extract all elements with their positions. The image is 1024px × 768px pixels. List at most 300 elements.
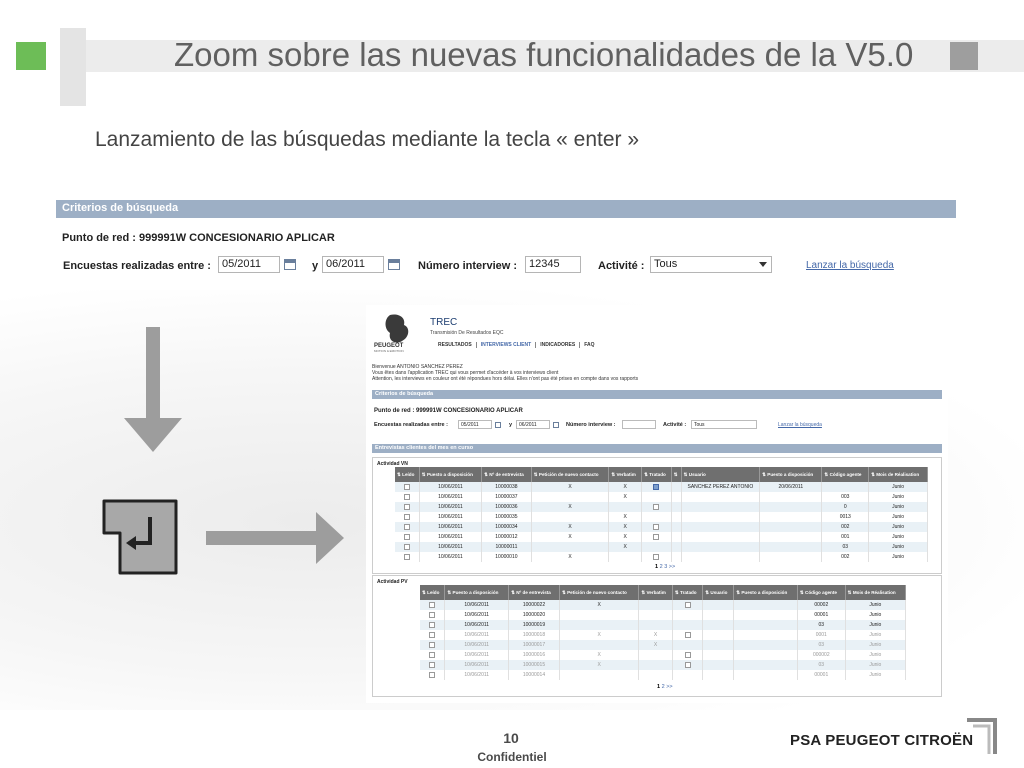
leido-cell <box>420 640 445 650</box>
table-row[interactable] <box>395 512 928 522</box>
table-row[interactable] <box>420 630 906 640</box>
tratado-cell <box>672 670 702 680</box>
contacto-cell <box>559 670 638 680</box>
entrevista-cell: 10000036 <box>482 502 532 512</box>
checkbox[interactable] <box>404 484 410 490</box>
punto-de-red: Punto de red : 999991W CONCESIONARIO APLICAR <box>62 232 335 244</box>
entrevista-cell: 10000034 <box>482 522 532 532</box>
checkbox[interactable] <box>404 534 410 540</box>
contacto-cell: X <box>531 502 609 512</box>
column-header[interactable] <box>559 585 638 600</box>
entrevista-cell: 10000020 <box>509 610 560 620</box>
mois-cell: Junio <box>845 620 905 630</box>
down-arrow-icon <box>146 327 160 419</box>
calendar-icon[interactable] <box>284 259 296 270</box>
sort-icon[interactable]: ⇅ <box>683 471 689 477</box>
usuario-cell <box>681 552 760 562</box>
sort-icon[interactable]: ⇅ <box>484 471 490 477</box>
tratado-cell <box>642 542 672 552</box>
checkbox[interactable] <box>429 632 435 638</box>
pager-link[interactable]: >> <box>668 564 676 570</box>
vn-pager <box>655 564 675 570</box>
verbatim-cell <box>639 660 673 670</box>
column-header-label: Nº de entrevista <box>516 589 551 595</box>
punto-de-red: Punto de red : 999991W CONCESIONARIO APLICAR <box>374 408 523 414</box>
tratado-cell <box>642 502 672 512</box>
sort-icon[interactable]: ⇅ <box>871 471 877 477</box>
actividad-label: Activité : <box>598 260 645 272</box>
welcome-line: Vous êtes dans l'application TREC qui vous permet d'accéder à vos interviews client <box>372 370 559 376</box>
mois-cell: Junio <box>845 640 905 650</box>
column-header[interactable] <box>760 467 822 482</box>
nav-resultados[interactable]: RESULTADOS <box>438 342 472 348</box>
column-header[interactable] <box>531 467 609 482</box>
mois-cell: Junio <box>869 522 928 532</box>
leido-cell <box>395 542 419 552</box>
sort-icon[interactable]: ⇅ <box>799 589 806 595</box>
tratado-cell <box>642 512 672 522</box>
criteria-header: Criterios de búsqueda <box>372 390 942 399</box>
table-row[interactable] <box>395 552 928 562</box>
date-cell: 10/06/2011 <box>445 640 509 650</box>
entrevista-cell: 10000010 <box>482 552 532 562</box>
actividad-select-value: Tous <box>694 422 705 428</box>
column-header[interactable] <box>419 467 481 482</box>
mois-cell: Junio <box>869 502 928 512</box>
sort-icon[interactable]: ⇅ <box>641 589 647 595</box>
column-header[interactable] <box>845 585 905 600</box>
checkbox[interactable] <box>429 662 435 668</box>
checkbox[interactable] <box>429 652 435 658</box>
checkbox[interactable] <box>685 662 691 668</box>
puesto-cell <box>760 552 822 562</box>
checkbox[interactable] <box>429 622 435 628</box>
checkbox[interactable] <box>685 602 691 608</box>
date-cell: 10/06/2011 <box>419 492 481 502</box>
sort-icon[interactable]: ⇅ <box>674 589 681 595</box>
column-header[interactable] <box>639 585 673 600</box>
puesto-cell <box>760 542 822 552</box>
column-header[interactable] <box>681 467 760 482</box>
entrevista-cell: 10000015 <box>509 660 560 670</box>
leido-cell <box>395 522 419 532</box>
table-row[interactable] <box>395 542 928 552</box>
leido-cell <box>420 650 445 660</box>
puesto-cell <box>760 522 822 532</box>
date-cell: 10/06/2011 <box>445 620 509 630</box>
sort-icon[interactable]: ⇅ <box>533 471 539 477</box>
pager-link[interactable]: 2 <box>661 684 667 690</box>
actividad-select-value: Tous <box>654 258 678 270</box>
usuario-cell <box>703 640 734 650</box>
gray-square-icon <box>950 42 978 70</box>
sort-icon[interactable]: ⇅ <box>736 589 742 595</box>
puesto-cell <box>734 600 798 610</box>
pv-pager <box>657 684 673 690</box>
usuario-cell <box>703 650 734 660</box>
empty-cell <box>671 532 681 542</box>
date-from-input[interactable]: 05/2011 <box>218 256 280 273</box>
table-row[interactable] <box>395 522 928 532</box>
puesto-cell <box>760 512 822 522</box>
leido-cell <box>395 482 419 492</box>
empty-cell <box>671 522 681 532</box>
puesto-cell <box>734 610 798 620</box>
contacto-cell <box>559 620 638 630</box>
column-header-label: Tratado <box>649 471 666 477</box>
slide-subtitle: Lanzamiento de las búsquedas mediante la tecla « enter » <box>95 128 640 151</box>
sort-icon[interactable]: ⇅ <box>644 471 650 477</box>
slide-title: Zoom sobre las nuevas funcionalidades de la V5.0 <box>174 36 914 73</box>
codigo-cell: 003 <box>822 492 869 502</box>
enter-key-icon <box>100 497 180 576</box>
app-title: TREC <box>430 317 458 328</box>
table-row[interactable] <box>395 532 928 542</box>
numero-interview-input[interactable]: 12345 <box>525 256 581 273</box>
date-cell: 10/06/2011 <box>445 660 509 670</box>
checkbox[interactable] <box>429 602 435 608</box>
welcome-line: Attention, les interviews en couleur ont été répondues hors délai. Elles n'ont pas été prises en compte dans vos rapports <box>372 376 639 382</box>
column-header-label: Petición de nuevo contacto <box>567 589 627 595</box>
mois-cell: Junio <box>869 482 928 492</box>
column-header-label: Mois de Réalisation <box>876 471 920 477</box>
verbatim-cell: X <box>639 630 673 640</box>
checkbox[interactable] <box>653 524 659 530</box>
table-row[interactable] <box>420 670 906 680</box>
actividad-select[interactable] <box>650 256 772 273</box>
column-header-label: Puesto a disposición <box>452 589 499 595</box>
results-header: Entrevistas clientes del mes en curso <box>372 444 942 453</box>
column-header-label: Leído <box>427 589 440 595</box>
sort-icon[interactable]: ⇅ <box>824 471 830 477</box>
date-cell: 10/06/2011 <box>419 512 481 522</box>
column-header-label: Nº de entrevista <box>489 471 524 477</box>
pager-link[interactable]: 2 <box>659 564 665 570</box>
codigo-cell: 002 <box>822 552 869 562</box>
leido-cell <box>395 512 419 522</box>
leido-cell <box>420 600 445 610</box>
date-cell: 10/06/2011 <box>419 502 481 512</box>
usuario-cell <box>703 620 734 630</box>
column-header-label: Verbatim <box>616 471 636 477</box>
puesto-cell <box>734 660 798 670</box>
column-header[interactable] <box>509 585 560 600</box>
column-header[interactable] <box>609 467 642 482</box>
lanzar-busqueda-link[interactable]: Lanzar la búsqueda <box>806 260 894 271</box>
contacto-cell <box>531 492 609 502</box>
column-header[interactable] <box>445 585 509 600</box>
checkbox[interactable] <box>429 612 435 618</box>
psa-logo-text: PSA PEUGEOT CITROËN <box>790 732 974 749</box>
checkbox[interactable] <box>653 484 659 490</box>
mois-cell: Junio <box>845 610 905 620</box>
mois-cell: Junio <box>845 630 905 640</box>
column-header[interactable] <box>671 467 681 482</box>
column-header-label: Petición de nuevo contacto <box>538 471 599 477</box>
table-row[interactable] <box>420 660 906 670</box>
column-header[interactable] <box>395 467 419 482</box>
mois-cell: Junio <box>869 542 928 552</box>
puesto-cell <box>734 640 798 650</box>
sort-icon[interactable]: ⇅ <box>422 589 428 595</box>
date-cell: 10/06/2011 <box>419 482 481 492</box>
checkbox[interactable] <box>429 642 435 648</box>
numero-interview-input[interactable] <box>622 420 656 429</box>
sort-icon[interactable]: ⇅ <box>421 471 427 477</box>
column-header[interactable] <box>703 585 734 600</box>
contacto-cell: X <box>559 660 638 670</box>
table-row[interactable] <box>420 610 906 620</box>
date-cell: 10/06/2011 <box>419 542 481 552</box>
codigo-cell <box>822 482 869 492</box>
sort-icon[interactable]: ⇅ <box>397 471 403 477</box>
verbatim-cell <box>639 620 673 630</box>
puesto-cell <box>760 502 822 512</box>
column-header[interactable] <box>482 467 532 482</box>
date-from-input[interactable]: 05/2011 <box>458 420 492 429</box>
date-to-input[interactable]: 06/2011 <box>516 420 550 429</box>
column-header-label: Verbatim <box>646 589 666 595</box>
column-header-label: Usuario <box>710 589 728 595</box>
codigo-cell: 001 <box>822 532 869 542</box>
verbatim-cell <box>639 670 673 680</box>
app-nav <box>434 342 598 348</box>
tratado-cell <box>642 522 672 532</box>
leido-cell <box>420 610 445 620</box>
mois-cell: Junio <box>845 650 905 660</box>
tratado-cell <box>672 620 702 630</box>
table-row[interactable] <box>420 620 906 630</box>
contacto-cell: X <box>531 482 609 492</box>
date-cell: 10/06/2011 <box>445 630 509 640</box>
pager-link[interactable]: 3 <box>664 564 669 570</box>
tratado-cell <box>672 610 702 620</box>
leido-cell <box>420 630 445 640</box>
checkbox[interactable] <box>404 514 410 520</box>
numero-interview-label: Número interview : <box>418 260 518 272</box>
leido-cell <box>395 502 419 512</box>
encuestas-label: Encuestas realizadas entre : <box>374 422 448 428</box>
tratado-cell <box>672 640 702 650</box>
mois-cell: Junio <box>845 660 905 670</box>
usuario-cell <box>681 542 760 552</box>
contacto-cell: X <box>559 650 638 660</box>
chevron-down-icon <box>759 262 767 267</box>
mois-cell: Junio <box>845 600 905 610</box>
codigo-cell: 03 <box>797 620 845 630</box>
tratado-cell <box>642 532 672 542</box>
contacto-cell <box>531 512 609 522</box>
pv-table <box>420 585 906 680</box>
codigo-cell: 03 <box>797 660 845 670</box>
column-header[interactable] <box>797 585 845 600</box>
puesto-cell <box>734 670 798 680</box>
verbatim-cell: X <box>609 532 642 542</box>
empty-cell <box>671 502 681 512</box>
empty-cell <box>671 542 681 552</box>
verbatim-cell: X <box>609 512 642 522</box>
checkbox[interactable] <box>653 534 659 540</box>
encuestas-label: Encuestas realizadas entre : <box>63 260 211 272</box>
right-arrow-icon <box>206 531 318 545</box>
codigo-cell: 002 <box>822 522 869 532</box>
verbatim-cell <box>639 650 673 660</box>
entrevista-cell: 10000014 <box>509 670 560 680</box>
checkbox[interactable] <box>429 672 435 678</box>
entrevista-cell: 10000017 <box>509 640 560 650</box>
empty-cell <box>671 482 681 492</box>
calendar-icon[interactable] <box>388 259 400 270</box>
peugeot-tagline: MOTION & EMOTION <box>374 349 404 353</box>
verbatim-cell <box>639 610 673 620</box>
contacto-cell: X <box>559 630 638 640</box>
calendar-icon[interactable] <box>553 422 559 428</box>
sort-icon[interactable]: ⇅ <box>447 589 453 595</box>
contacto-cell <box>559 640 638 650</box>
usuario-cell <box>681 522 760 532</box>
codigo-cell: 03 <box>822 542 869 552</box>
sort-icon[interactable]: ⇅ <box>762 471 768 477</box>
table-row[interactable] <box>420 600 906 610</box>
checkbox[interactable] <box>685 652 691 658</box>
table-row[interactable] <box>395 492 928 502</box>
tratado-cell <box>642 552 672 562</box>
tratado-cell <box>672 600 702 610</box>
entrevista-cell: 10000035 <box>482 512 532 522</box>
codigo-cell: 00002 <box>797 600 845 610</box>
leido-cell <box>395 532 419 542</box>
actividad-select[interactable] <box>691 420 757 429</box>
column-header-label: Código agente <box>829 471 862 477</box>
table-row[interactable] <box>420 640 906 650</box>
date-cell: 10/06/2011 <box>419 552 481 562</box>
numero-interview-label: Número interview : <box>566 422 616 428</box>
sort-icon[interactable]: ⇅ <box>847 589 853 595</box>
actividad-pv-label: Actividad PV <box>377 579 408 585</box>
usuario-cell <box>681 532 760 542</box>
puesto-cell <box>734 630 798 640</box>
codigo-cell: 000002 <box>797 650 845 660</box>
checkbox[interactable] <box>404 504 410 510</box>
checkbox[interactable] <box>653 504 659 510</box>
column-header[interactable] <box>672 585 702 600</box>
usuario-cell <box>681 502 760 512</box>
tratado-cell <box>642 482 672 492</box>
tratado-cell <box>642 492 672 502</box>
leido-cell <box>420 670 445 680</box>
actividad-vn-box <box>372 457 942 574</box>
column-header[interactable] <box>734 585 798 600</box>
checkbox[interactable] <box>404 524 410 530</box>
contacto-cell: X <box>531 532 609 542</box>
tratado-cell <box>672 650 702 660</box>
usuario-cell <box>703 660 734 670</box>
usuario-cell <box>703 600 734 610</box>
codigo-cell: 0001 <box>797 630 845 640</box>
column-header[interactable] <box>869 467 928 482</box>
leido-cell <box>395 492 419 502</box>
contacto-cell: X <box>531 552 609 562</box>
sort-icon[interactable]: ⇅ <box>561 589 568 595</box>
codigo-cell: 00001 <box>797 610 845 620</box>
tratado-cell <box>672 660 702 670</box>
date-to-input[interactable]: 06/2011 <box>322 256 384 273</box>
pager-link[interactable]: 1 <box>655 564 660 570</box>
down-arrow-head <box>124 418 182 452</box>
checkbox[interactable] <box>404 554 410 560</box>
pager-link[interactable]: 1 <box>657 684 662 690</box>
table-row[interactable] <box>395 482 928 492</box>
empty-cell <box>671 512 681 522</box>
mois-cell: Junio <box>869 492 928 502</box>
empty-cell <box>671 552 681 562</box>
nav-interviews-client[interactable]: INTERVIEWS CLIENT <box>476 342 535 348</box>
usuario-cell <box>703 630 734 640</box>
table-row[interactable] <box>420 650 906 660</box>
column-header-label: Mois de Réalisation <box>852 589 896 595</box>
pager-link[interactable]: >> <box>666 684 673 690</box>
calendar-icon[interactable] <box>495 422 501 428</box>
sort-icon[interactable]: ⇅ <box>511 589 517 595</box>
tratado-cell <box>672 630 702 640</box>
usuario-cell <box>681 512 760 522</box>
actividad-vn-label: Actividad VN <box>377 461 408 467</box>
lanzar-busqueda-link[interactable]: Lanzar la búsqueda <box>778 422 822 428</box>
usuario-cell <box>681 492 760 502</box>
nav-indicadores[interactable]: INDICADORES <box>535 342 579 348</box>
page-number: 10 <box>503 730 519 746</box>
checkbox[interactable] <box>404 544 410 550</box>
green-square-icon <box>16 42 46 70</box>
sort-icon[interactable]: ⇅ <box>705 589 711 595</box>
leido-cell <box>420 620 445 630</box>
checkbox[interactable] <box>653 554 659 560</box>
puesto-cell <box>760 492 822 502</box>
usuario-cell <box>703 670 734 680</box>
entrevista-cell: 10000011 <box>482 542 532 552</box>
confidential-label: Confidentiel <box>477 750 547 764</box>
date-cell: 10/06/2011 <box>445 610 509 620</box>
column-header[interactable] <box>642 467 672 482</box>
mois-cell: Junio <box>869 532 928 542</box>
usuario-cell <box>703 610 734 620</box>
title-bar-accent <box>60 28 86 106</box>
usuario-cell: SANCHEZ PEREZ ANTONIO <box>681 482 760 492</box>
date-cell: 10/06/2011 <box>445 650 509 660</box>
sort-icon[interactable]: ⇅ <box>611 471 617 477</box>
verbatim-cell: X <box>609 522 642 532</box>
contacto-cell: X <box>559 600 638 610</box>
trec-screenshot <box>366 305 948 703</box>
codigo-cell: 00001 <box>797 670 845 680</box>
checkbox[interactable] <box>404 494 410 500</box>
contacto-cell <box>559 610 638 620</box>
table-row[interactable] <box>395 502 928 512</box>
puesto-cell <box>760 532 822 542</box>
nav-faq[interactable]: FAQ <box>579 342 598 348</box>
column-header[interactable] <box>420 585 445 600</box>
vn-table <box>395 467 928 562</box>
verbatim-cell <box>609 502 642 512</box>
column-header[interactable] <box>822 467 869 482</box>
codigo-cell: 0 <box>822 502 869 512</box>
codigo-cell: 0013 <box>822 512 869 522</box>
sort-icon[interactable]: ⇅ <box>673 471 678 477</box>
y-label: y <box>312 260 319 272</box>
column-header-label: Usuario <box>688 471 706 477</box>
leido-cell <box>420 660 445 670</box>
checkbox[interactable] <box>685 632 691 638</box>
